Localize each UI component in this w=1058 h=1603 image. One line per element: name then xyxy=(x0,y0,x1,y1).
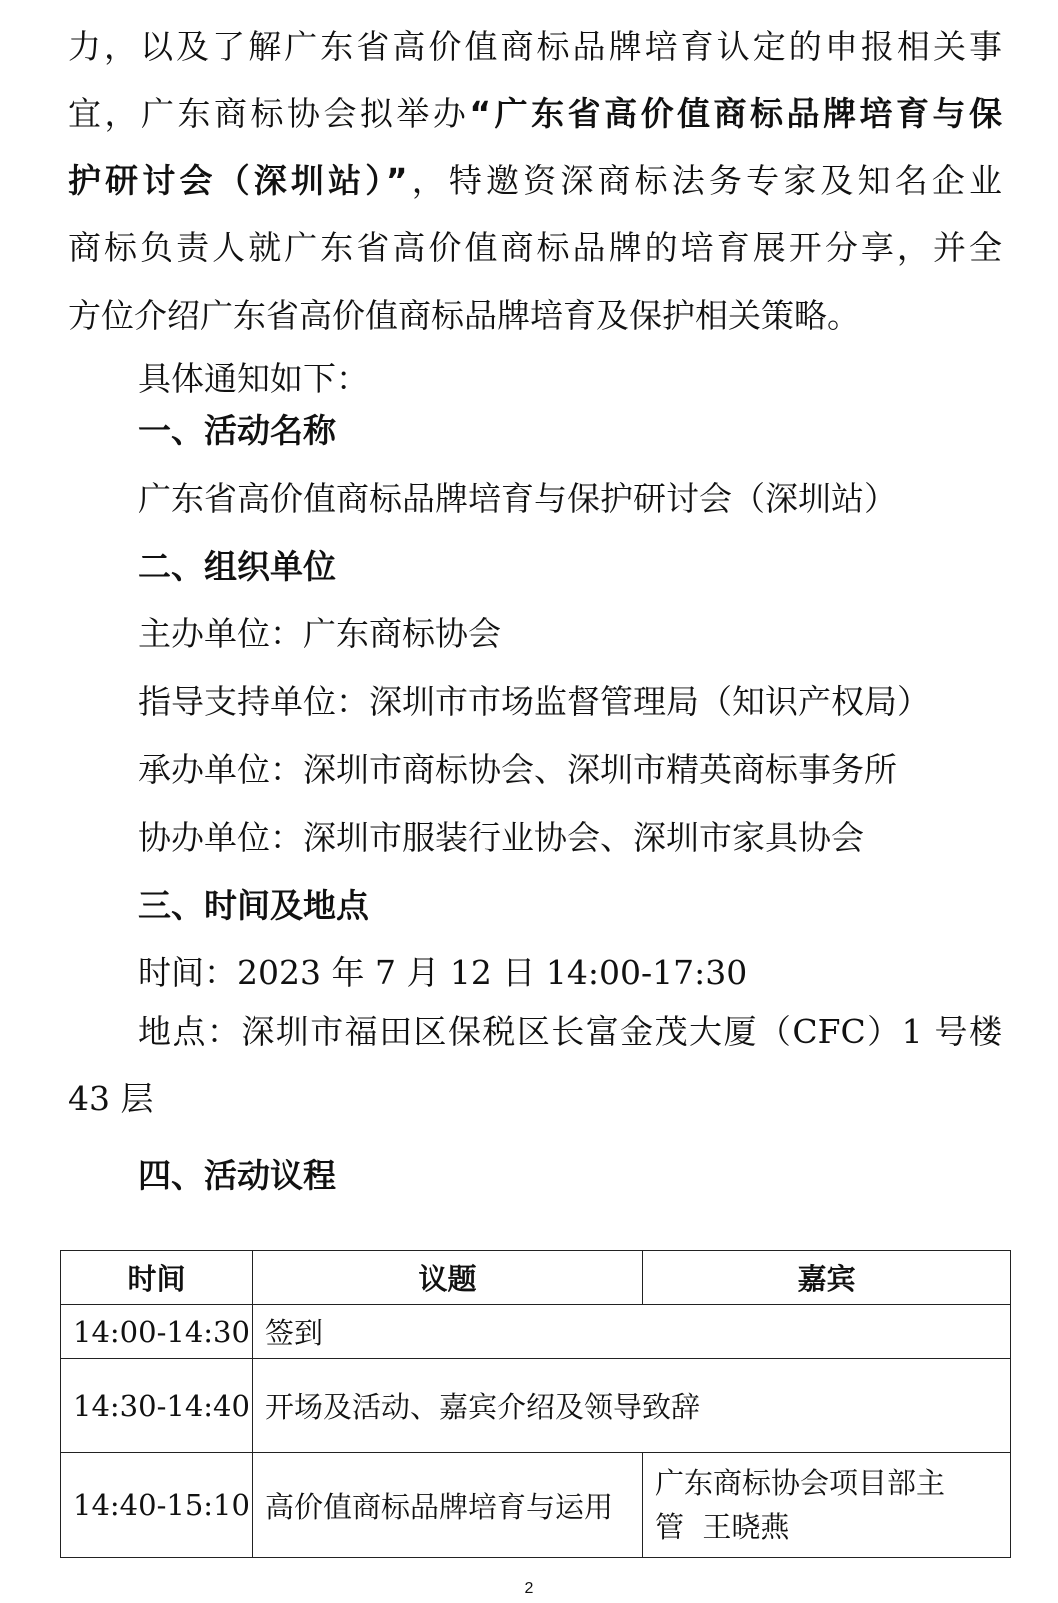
event-title-part-1: “广东省高价值商标品牌培育与保 xyxy=(469,94,1002,133)
event-name: 广东省高价值商标品牌培育与保护研讨会（深圳站） xyxy=(138,479,897,518)
agenda-header-guest: 嘉宾 xyxy=(643,1251,1011,1305)
guest-line-1: 广东商标协会项目部主 xyxy=(655,1466,946,1500)
section-1-heading: 一、活动名称 xyxy=(138,411,336,450)
event-time: 时间：2023 年 7 月 12 日 14:00-17:30 xyxy=(138,953,748,992)
intro-line-3 xyxy=(68,161,1002,201)
agenda-time-cell: 14:30-14:40 xyxy=(61,1359,253,1453)
section-4-heading: 四、活动议程 xyxy=(138,1156,336,1195)
agenda-topic-cell: 高价值商标品牌培育与运用 xyxy=(253,1453,643,1558)
guest-line-2: 管 王晓燕 xyxy=(655,1510,790,1544)
table-row xyxy=(61,1305,1011,1359)
section-3-heading: 三、时间及地点 xyxy=(138,886,369,925)
agenda-header-topic: 议题 xyxy=(253,1251,643,1305)
agenda-table xyxy=(60,1250,1011,1558)
page-number: 2 xyxy=(524,1580,534,1597)
intro-line-1: 力，以及了解广东省高价值商标品牌培育认定的申报相关事 xyxy=(68,27,1002,66)
notice-lead: 具体通知如下： xyxy=(138,359,369,398)
co-organizing-unit: 协办单位：深圳市服装行业协会、深圳市家具协会 xyxy=(138,818,864,857)
section-2-heading: 二、组织单位 xyxy=(138,547,336,586)
agenda-topic-cell: 开场及活动、嘉宾介绍及领导致辞 xyxy=(253,1359,1011,1453)
intro-line-4: 商标负责人就广东省高价值商标品牌的培育展开分享，并全 xyxy=(68,228,1002,267)
agenda-header-row xyxy=(61,1251,1011,1305)
intro-line-2 xyxy=(68,94,1002,134)
agenda-time-cell: 14:00-14:30 xyxy=(61,1305,253,1359)
intro-line-2-text: 宜，广东商标协会拟举办 xyxy=(68,94,470,133)
agenda-header-time: 时间 xyxy=(61,1251,253,1305)
agenda-guest-cell xyxy=(643,1453,1011,1558)
organizing-unit: 承办单位：深圳市商标协会、深圳市精英商标事务所 xyxy=(138,750,897,789)
intro-line-3-text: ，特邀资深商标法务专家及知名企业 xyxy=(407,161,1002,200)
event-title-part-2: 护研讨会（深圳站）” xyxy=(68,161,408,200)
event-place-line-2: 43 层 xyxy=(68,1079,154,1118)
table-row xyxy=(61,1359,1011,1453)
table-row xyxy=(61,1453,1011,1558)
host-unit: 主办单位：广东商标协会 xyxy=(138,614,501,653)
agenda-topic-cell: 签到 xyxy=(253,1305,1011,1359)
guiding-unit: 指导支持单位：深圳市市场监督管理局（知识产权局） xyxy=(138,682,930,721)
event-place-line-1: 地点：深圳市福田区保税区长富金茂大厦（CFC）1 号楼 xyxy=(138,1012,1002,1051)
intro-line-5: 方位介绍广东省高价值商标品牌培育及保护相关策略。 xyxy=(68,296,860,335)
agenda-time-cell: 14:40-15:10 xyxy=(61,1453,253,1558)
